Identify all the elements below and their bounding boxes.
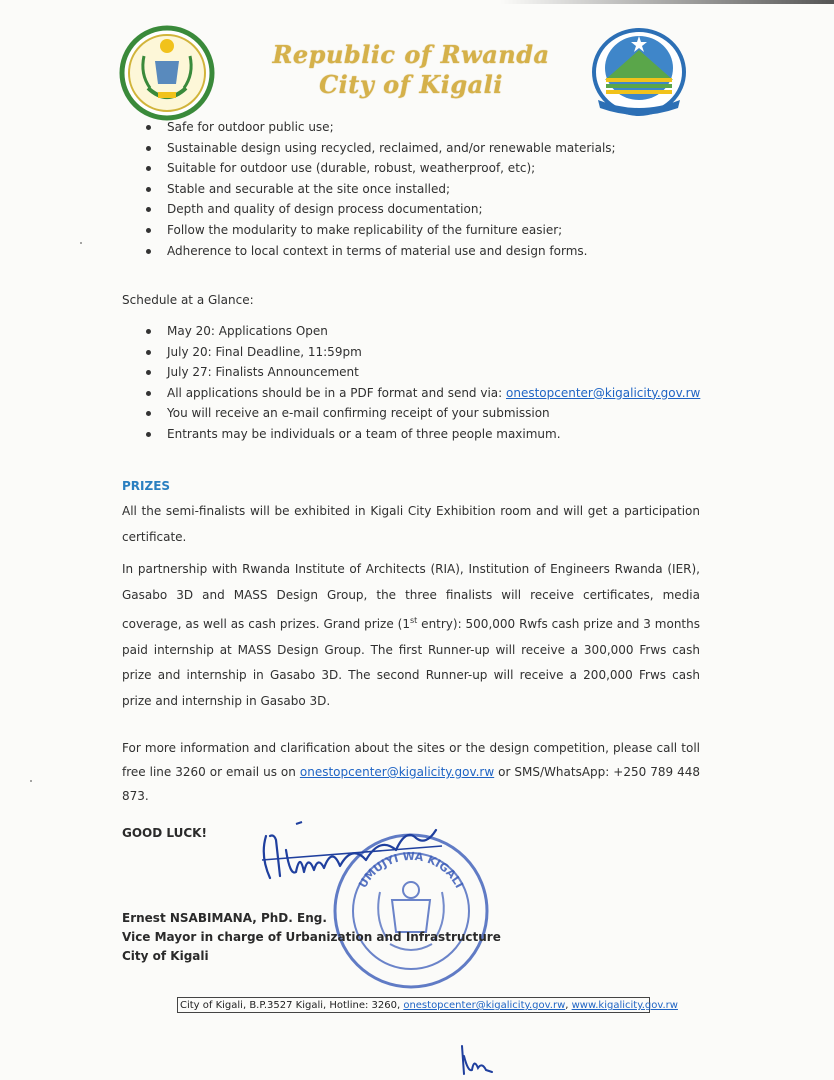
list-item: You will receive an e-mail confirming receipt of your submission [122,403,700,424]
initial-mark [456,1042,496,1078]
letterhead-line-2: City of Kigali [319,70,503,99]
contact-text-a: For more information and clarification about the sites or the design competition, please call toll free line 3260 or email us on [122,741,700,779]
list-item: July 20: Final Deadline, 11:59pm [122,342,700,363]
list-item: Safe for outdoor public use; [122,117,616,138]
list-item: Depth and quality of design process documentation; [122,199,616,220]
footer-website-link[interactable]: www.kigalicity.gov.rw [571,1000,678,1011]
signatory-org: City of Kigali [122,949,209,963]
criteria-list [122,117,616,261]
good-luck-text: GOOD LUCK! [122,826,207,840]
signatory-block [122,909,501,966]
list-item: May 20: Applications Open [122,321,700,342]
list-item: July 27: Finalists Announcement [122,362,700,383]
list-item: Entrants may be individuals or a team of three people maximum. [122,424,700,445]
footer-email-link[interactable]: onestopcenter@kigalicity.gov.rw [403,1000,566,1011]
prizes-heading: PRIZES [122,479,171,493]
list-item-submission [122,383,700,404]
rwanda-coat-of-arms-logo [118,26,216,120]
ordinal-suffix: st [409,616,418,626]
signatory-title: Vice Mayor in charge of Urbanization and Infrastructure [122,930,501,944]
scan-speck [30,780,32,782]
list-item: Adherence to local context in terms of material use and design forms. [122,241,616,262]
list-item: Sustainable design using recycled, reclaimed, and/or renewable materials; [122,138,616,159]
prizes-paragraph-1: All the semi-finalists will be exhibited in Kigali City Exhibition room and will get a participation certificate. [122,504,700,544]
list-item: Follow the modularity to make replicability of the furniture easier; [122,220,616,241]
footer-separator: , [565,1000,572,1011]
contact-text-b: or SMS/WhatsApp: +250 789 448 873. [122,765,701,803]
city-of-kigali-logo [590,24,688,116]
footer-text: City of Kigali, B.P.3527 Kigali, Hotline: 3260, [180,1000,404,1011]
schedule-list [122,321,700,445]
scan-speck [80,242,82,244]
list-item: Suitable for outdoor use (durable, robust, weatherproof, etc); [122,158,616,179]
signature-mark [256,816,446,892]
contact-email-link[interactable]: onestopcenter@kigalicity.gov.rw [299,765,495,779]
stamp-text: UMUJYI WA KIGALI [356,849,466,891]
letterhead-title [246,40,576,100]
signatory-name: Ernest NSABIMANA, PhD. Eng. [122,911,327,925]
submission-text: All applications should be in a PDF format and send via: [167,385,507,400]
prizes-text-b: entry): 500,000 Rwfs cash prize and 3 months paid internship at MASS Design Group. The first Runner-up will receive a 300,000 Frws cash prize and internship in Gasabo 3D. The second Runner-up will receive a 200,000 Frws cash prize and internship in Gasabo 3D. [122,617,700,708]
footer-contact [177,997,678,1013]
list-item: Stable and securable at the site once installed; [122,179,616,200]
schedule-heading: Schedule at a Glance: [122,293,254,307]
scan-edge [0,0,834,4]
prizes-text-a: In partnership with Rwanda Institute of Architects (RIA), Institution of Engineers Rwanda (IER), Gasabo 3D and MASS Design Group, the three finalists will receive certificates, media coverage, as well as cash prizes. Grand prize (1 [122,562,700,632]
prizes-paragraph-2 [122,557,700,715]
letterhead-line-1: Republic of Rwanda [272,40,550,69]
submission-email-link[interactable]: onestopcenter@kigalicity.gov.rw [506,385,701,400]
contact-paragraph [122,736,700,808]
